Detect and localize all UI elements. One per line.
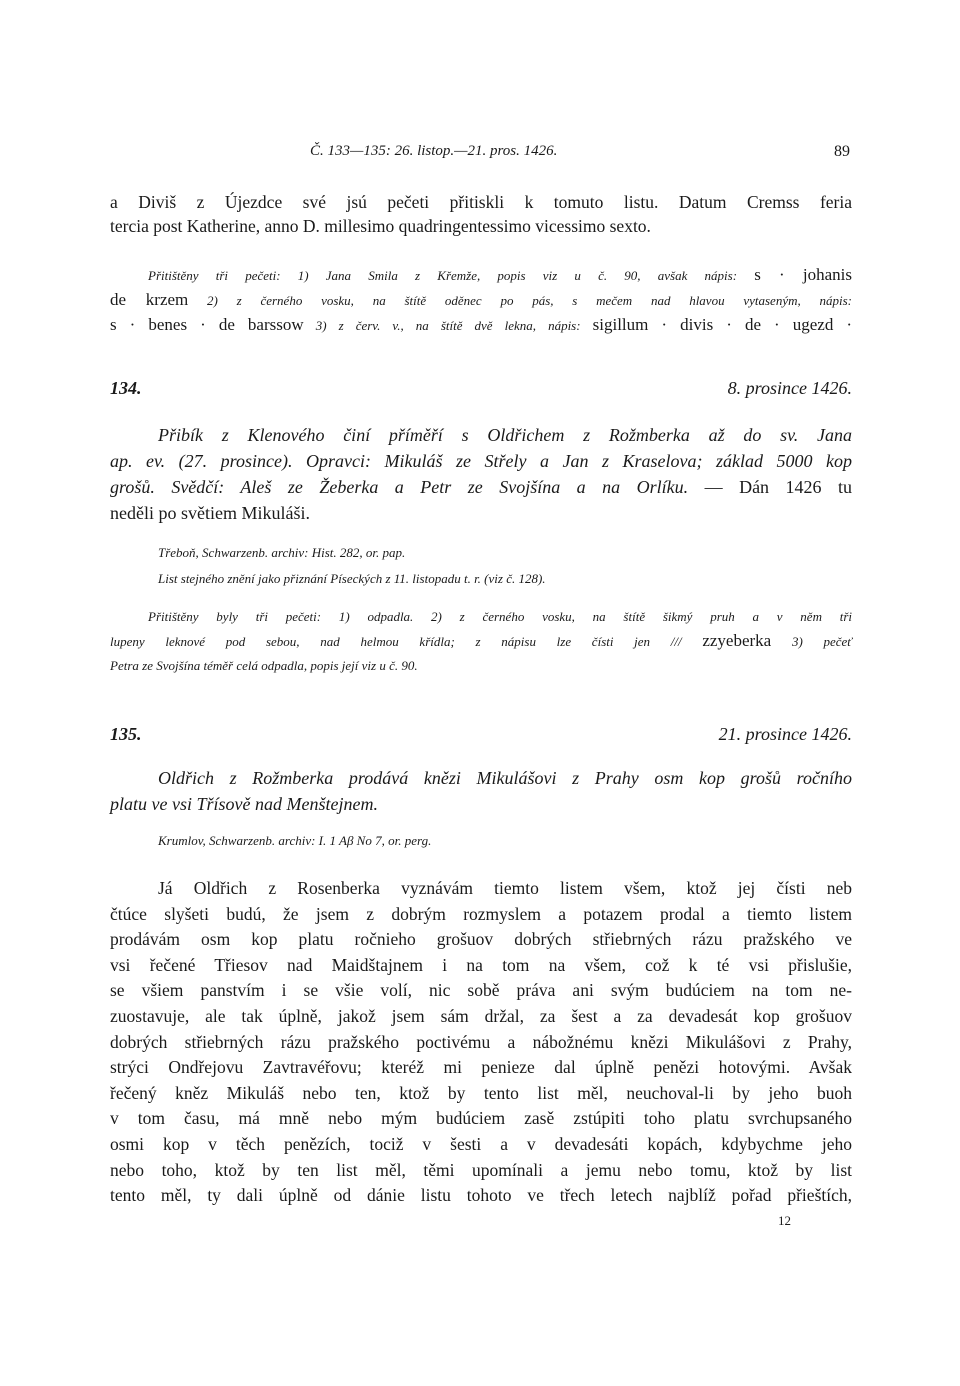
- body-line: se všiem panstvím i se všie volí, nic sobě práva ani svým budúciem na tom ne-: [110, 980, 852, 1001]
- body-line: strýci Ondřejovu Zavtravéřovu; kteréž mi penieze dal úplně penězi hotovými. Avšak: [110, 1057, 852, 1078]
- doc134-heading: [110, 378, 852, 399]
- document-date: 8. prosince 1426.: [727, 378, 852, 398]
- source-note: Třeboň, Schwarzenb. archiv: Hist. 282, or. pap.: [158, 545, 406, 560]
- doc133-tail: [110, 190, 852, 238]
- document-date: 21. prosince 1426.: [718, 724, 852, 744]
- page-number: 89: [834, 143, 850, 160]
- body-line: dobrých střiebrných rázu pražského poctivému a nábožnému knězi Mikulášovi z Prahy,: [110, 1031, 852, 1052]
- body-line: čtúce slyšeti budú, že jsem z dobrým rozmyslem a potazem prodal a tiemto listem: [110, 903, 852, 924]
- running-head: Č. 133—135: 26. listop.—21. pros. 1426.: [310, 143, 558, 159]
- seal-legend: zzyeberka: [702, 631, 772, 650]
- note-text: 2) z černého vosku, na štítě oděnec po pás, s mečem nad hlavou vytaseným, nápis:: [207, 293, 852, 308]
- doc134-regest: [110, 422, 852, 526]
- body-line: osmi kop v těch penězích, tociž v šesti a v devadesáti kopách, kdybychme jeho: [110, 1133, 852, 1154]
- regest-line: platu ve vsi Třísově nad Menštejnem.: [110, 794, 378, 814]
- regest-line: [110, 500, 852, 526]
- text-line: tercia post Katherine, anno D. millesimo quadringentessimo vicessimo sexto.: [110, 216, 651, 236]
- seal-legend: s · benes · de barssow: [110, 315, 304, 334]
- doc135-body: [110, 876, 852, 1209]
- body-line: nebo toho, ktož by ten list měl, těmi upomínali a jemu nebo tomu, ktož by list: [110, 1159, 852, 1180]
- document-number: 135.: [110, 724, 142, 744]
- regest-line: Přibík z Klenového činí příměří s Oldřichem z Rožmberka až do sv. Jana: [158, 425, 852, 445]
- body-line: Já Oldřich z Rosenberka vyznávám tiemto listem všem, ktož jej čísti neb: [158, 878, 852, 898]
- note-text: 3) pečeť: [791, 634, 853, 649]
- note-line: Petra ze Svojšína téměř celá odpadla, popis její viz u č. 90.: [110, 658, 418, 673]
- seal-legend: de krzem: [110, 290, 189, 309]
- note-line: Přitištěny byly tři pečeti: 1) odpadla. 2) z černého vosku, na štítě šikmý pruh a v něm tři: [148, 609, 852, 624]
- note-text: , na štítě dvě lekna, nápis:: [400, 318, 581, 333]
- body-line: řečený kněz Mikuláš nebo ten, ktož by tento list měl, neuchoval-li by jeho buoh: [110, 1082, 852, 1103]
- doc135-heading: [110, 724, 852, 745]
- body-line: tento měl, ty dali úplně od dánie listu tohoto ve třech letech najblíž pořad přieštích,: [110, 1185, 852, 1206]
- regest-line: Oldřich z Rožmberka prodává knězi Mikulášovi z Prahy osm kop grošů ročního: [158, 768, 852, 788]
- seal-legend: s · johanis: [754, 265, 852, 284]
- regest-text: grošů. Svědčí: Aleš ze Žeberka a Petr ze Svojšína a na Orlíku.: [110, 477, 689, 497]
- body-line: vsi řečené Třiesov nad Maidštajnem i na tom na všem, což k té vsi přislušie,: [110, 954, 852, 975]
- regest-text: neděli po světiem Mikuláši.: [110, 503, 310, 523]
- body-line: prodávám osm kop platu ročnieho grošuov dobrých střiebrných rázu pražského ve: [110, 929, 852, 950]
- regest-line: [110, 474, 852, 500]
- signature-mark: 12: [778, 1213, 791, 1228]
- note-line: [110, 629, 852, 654]
- note-line: [110, 313, 852, 338]
- note-text: lupeny leknové pod sebou, nad helmou křídla; z nápisu lze čísti jen ///: [110, 634, 682, 649]
- doc134-seal-note: [110, 605, 852, 678]
- regest-text: — Dán 1426 tu: [704, 477, 852, 497]
- regest-line: ap. ev. (27. prosince). Opravci: Mikuláš ze Střely a Jan z Kraselova; základ 5000 kop: [110, 451, 852, 471]
- note-line: [110, 288, 852, 313]
- document-number: 134.: [110, 378, 142, 398]
- doc135-regest: [110, 765, 852, 817]
- source-note: List stejného znění jako přiznání Píseckých z 11. listopadu t. r. (viz č. 128).: [158, 571, 546, 586]
- seal-legend: sigillum · divis · de · ugezd ·: [592, 315, 853, 334]
- note-text: Přitištěny tři pečeti: 1) Jana Smila z Křemže, popis viz u č. 90, avšak nápis:: [148, 268, 738, 283]
- body-line: v tom času, má mně nebo mým budúciem zasě zstúpiti toho platu svrchupsaného: [110, 1108, 852, 1129]
- doc133-seal-note: [110, 263, 852, 338]
- source-note: Krumlov, Schwarzenb. archiv: I. 1 Aβ No 7, or. perg.: [158, 833, 432, 848]
- body-line: zuostavuje, ale tak úplně, jakož jsem sám držal, za šest a za devadesát kop grošuov: [110, 1005, 852, 1026]
- text-line: a Diviš z Újezdce své jsú pečeti přitiskli k tomuto listu. Datum Cremss feria: [110, 192, 852, 212]
- note-text: 3) z červ. v.: [315, 318, 401, 333]
- note-line: [110, 263, 852, 288]
